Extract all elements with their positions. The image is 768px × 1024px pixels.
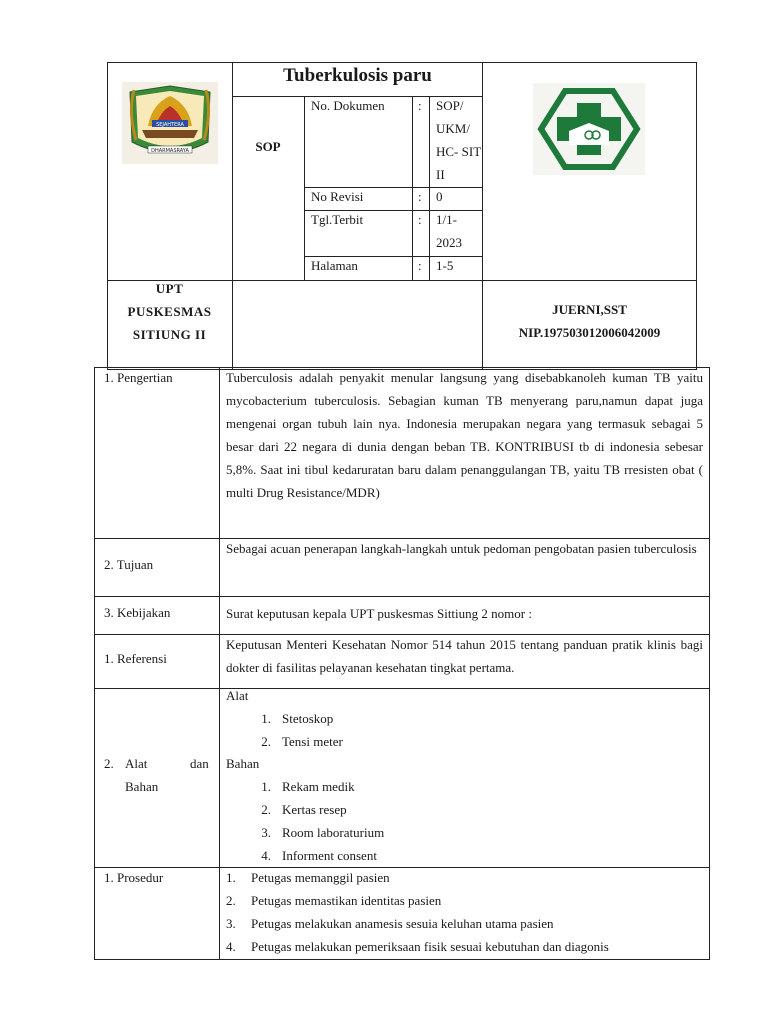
org-name-line: UPT [155,281,184,296]
list-item-num: 2. [261,802,271,817]
section-label-referensi: 1. Referensi [104,651,167,666]
section-text-pengertian: Tuberculosis adalah penyakit menular langsung yang disebabkanoleh kuman TB yaitu mycobacterium tuberculosis. Sebagian kuman TB menyerang paru,namun dapat juga mengenai organ tubuh lain nya. Indonesia merupakan negara yang termasuk sebagai 5 besar dari 22 negara di dunia dengan beban TB. KONTRIBUSI tb di indonesia sebesar 5,8%. Saat ini tibul kedaruratan baru dalam penanggulangan TB, yaitu TB rresisten obat ( multi Drug Resistance/MDR) [226,370,703,500]
doc-field-sep: : [418,212,422,227]
list-item-text: Stetoskop [282,711,334,726]
list-item [226,866,706,889]
list-item-text: Rekam medik [282,779,355,794]
document-title: Tuberkulosis paru [283,65,432,86]
doc-field-label: No. Dokumen [311,98,385,113]
list-item [226,844,696,867]
doc-field-sep: : [418,258,422,273]
list-item-text: Tensi meter [282,734,343,749]
bahan-list [226,775,696,867]
list-item-text: Petugas memastikan identitas pasien [251,893,442,908]
list-item-num: 2. [261,734,271,749]
alat-bahan-label-word: Alat [125,756,148,771]
header-divider [232,62,233,370]
signer-name: JUERNI,SST [552,302,627,317]
section-label-tujuan: 2. Tujuan [104,557,154,572]
section-text-tujuan: Sebagai acuan penerapan langkah-langkah untuk pedoman pengobatan pasien tuberculosis [226,541,697,556]
list-item-num: 3. [261,825,271,840]
org-name-line: PUSKESMAS [127,304,212,319]
section-label-prosedur: 1. Prosedur [104,870,164,885]
prosedur-list [226,866,706,958]
list-item [226,889,706,912]
doc-field-label: No Revisi [311,189,364,204]
alat-bahan-label-word: Bahan [125,779,159,794]
sop-label: SOP [255,139,281,154]
section-label-kebijakan: 3. Kebijakan [104,605,171,620]
org-name-line: SITIUNG II [132,327,207,342]
list-item-text: Petugas melakukan pemeriksaan fisik sesuai kebutuhan dan diagonis [251,939,609,954]
logo-banner-text: SEJAHTERA [156,122,184,128]
alat-bahan-label-word: dan [190,756,209,771]
header-divider [429,96,430,280]
list-item [226,912,706,935]
list-item-text: Petugas memanggil pasien [251,870,390,885]
bahan-heading: Bahan [226,756,260,771]
list-item-num: 4. [226,939,236,954]
header-divider [304,96,305,280]
doc-field-value: 1/1- 2023 [436,212,462,250]
doc-field-value: SOP/ UKM/ HC- SIT II [436,98,481,182]
section-text-referensi: Keputusan Menteri Kesehatan Nomor 514 tahun 2015 tentang panduan pratik klinis bagi dokter di fasilitas pelayanan kesehatan tingkat pertama. [226,637,703,675]
list-item [226,730,696,753]
doc-field-sep: : [418,189,422,204]
list-item [226,821,696,844]
signer-block [482,298,697,344]
table-divider [94,688,710,689]
list-item-num: 3. [226,916,236,931]
regency-logo [122,82,218,164]
list-item-num: 1. [226,870,236,885]
list-item [226,798,696,821]
logo-name-text: DHARMASRAYA [151,148,189,154]
doc-field-sep: : [418,98,422,113]
section-text-kebijakan: Surat keputusan kepala UPT puskesmas Sittiung 2 nomor : [226,606,532,621]
list-item [226,935,706,958]
alat-heading: Alat [226,688,249,703]
list-item-text: Petugas melakukan anamesis sesuia keluhan utama pasien [251,916,554,931]
section-label-pengertian: 1. Pengertian [104,370,173,385]
doc-field-label: Tgl.Terbit [311,212,364,227]
list-item [226,775,696,798]
table-divider [94,596,710,597]
list-item-text: Room laboraturium [282,825,385,840]
doc-field-value: 1-5 [436,258,454,273]
table-divider [219,367,220,960]
list-item-num: 4. [261,848,271,863]
list-item-num: 2. [226,893,236,908]
list-item-num: 1. [261,711,271,726]
header-divider [412,96,413,280]
doc-field-label: Halaman [311,258,358,273]
doc-field-value: 0 [436,189,443,204]
alat-bahan-label-num: 2. [104,756,114,771]
org-name [107,277,232,346]
signer-nip: NIP.197503012006042009 [518,325,661,340]
puskesmas-logo [533,83,645,175]
alat-list [226,707,696,753]
list-item-num: 1. [261,779,271,794]
list-item [226,707,696,730]
list-item-text: Kertas resep [282,802,347,817]
section-label-alat-bahan [104,752,214,798]
list-item-text: Informent consent [282,848,377,863]
